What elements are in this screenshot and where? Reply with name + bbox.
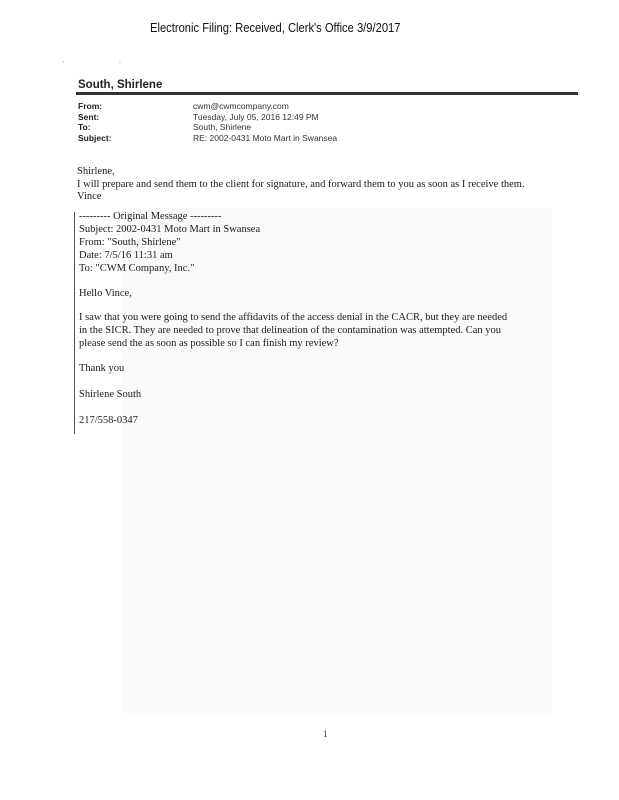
original-body-line: please send the as soon as possible so I can finish my review? bbox=[79, 338, 339, 349]
reply-salutation: Shirlene, bbox=[77, 166, 115, 177]
email-header-labels bbox=[78, 101, 112, 143]
original-date: Date: 7/5/16 11:31 am bbox=[79, 250, 173, 261]
original-body bbox=[79, 311, 549, 350]
filing-stamp: Electronic Filing: Received, Clerk's Office 3/9/2017 bbox=[150, 20, 401, 35]
page-number: 1 bbox=[323, 729, 328, 739]
from-label: From: bbox=[78, 101, 103, 111]
sent-label: Sent: bbox=[78, 111, 100, 122]
quote-bar bbox=[74, 212, 75, 434]
reply-body: I will prepare and send them to the client for signature, and forward them to you as soon as I receive them. bbox=[77, 178, 525, 190]
reply-signoff: Vince bbox=[77, 191, 102, 202]
original-greeting: Hello Vince, bbox=[79, 288, 132, 299]
scan-background bbox=[122, 208, 552, 713]
reply-message bbox=[77, 166, 557, 204]
sent-value: Tuesday, July 05, 2016 12:49 PM bbox=[193, 111, 319, 122]
original-to: To: "CWM Company, Inc." bbox=[79, 263, 195, 274]
signature-name: Shirlene South bbox=[79, 389, 142, 400]
to-value: South, Shirlene bbox=[193, 122, 252, 132]
original-body-line: I saw that you were going to send the affidavits of the access denial in the CACR, but they are needed bbox=[79, 312, 508, 323]
subject-label: Subject: bbox=[78, 132, 112, 143]
original-body-line: in the SICR. They are needed to prove that delineation of the contamination was attempted. Can you bbox=[79, 325, 502, 336]
from-value: cwm@cwmcompany.com bbox=[193, 101, 289, 111]
header-rule bbox=[76, 92, 578, 95]
signature-phone: 217/558-0347 bbox=[79, 415, 138, 426]
to-label: To: bbox=[78, 122, 91, 132]
original-message-header bbox=[79, 210, 549, 275]
original-marker: --------- Original Message --------- bbox=[79, 211, 222, 222]
original-from: From: "South, Shirlene" bbox=[79, 237, 181, 248]
sender-name: South, Shirlene bbox=[78, 79, 163, 91]
email-header-values bbox=[193, 101, 337, 143]
subject-value: RE: 2002-0431 Moto Mart in Swansea bbox=[193, 132, 338, 143]
scan-specks: · · bbox=[62, 58, 148, 67]
original-subject: Subject: 2002-0431 Moto Mart in Swansea bbox=[79, 224, 261, 235]
original-thanks: Thank you bbox=[79, 363, 125, 374]
